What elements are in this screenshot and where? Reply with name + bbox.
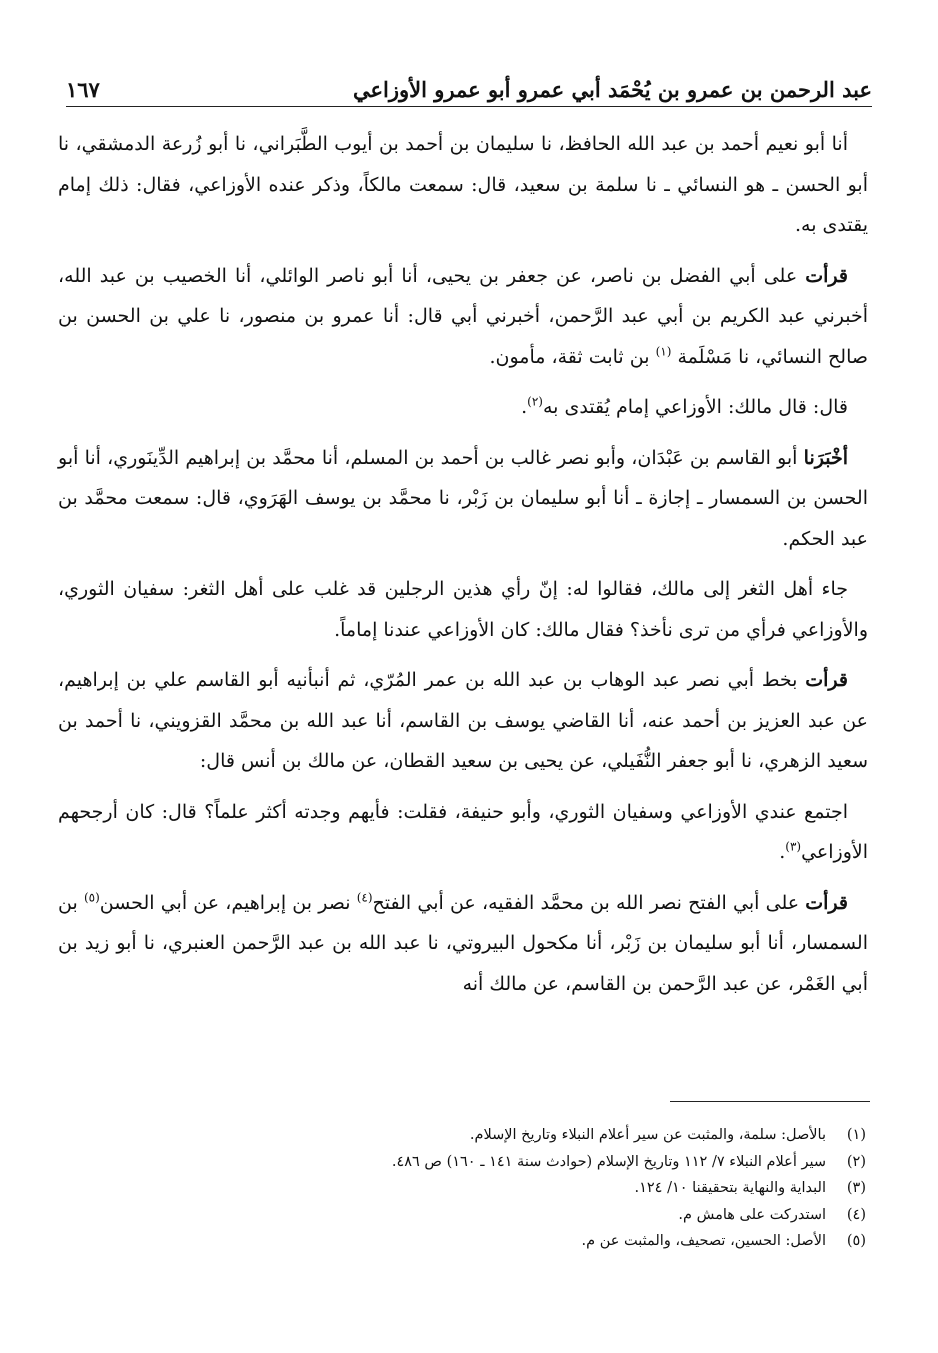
footnote-marker: (٣) [785, 839, 802, 854]
footnote [66, 1149, 866, 1176]
footnote-number: (٤) [846, 1206, 866, 1223]
paragraph-text: اجتمع عندي الأوزاعي وسفيان الثوري، وأبو حنيفة، فقلت: فأيهم وجدته أكثر علماً؟ قال: كان أرجحهم الأوزاعي [58, 800, 868, 863]
footnote-marker: (١) [655, 344, 672, 359]
page-number: ١٦٧ [66, 77, 100, 102]
paragraph-text: أبو القاسم بن عَبْدَان، وأبو نصر غالب بن أحمد بن المسلم، أنا محمَّد بن إبراهيم الدِّينَوري، أنا أبو الحسن بن السمسار ـ إجازة ـ أنا أبو سليمان بن زَبْر، نا محمَّد بن يوسف الهَرَوي، قال: سمعت محمَّد بن عبد الحكم. [58, 446, 868, 550]
footnote-text: البداية والنهاية بتحقيقنا ١٠/ ١٢٤. [634, 1180, 826, 1196]
footnote [66, 1202, 866, 1229]
paragraph [58, 438, 868, 560]
paragraph-lead-word: قرأت [805, 669, 848, 691]
paragraph [58, 256, 868, 378]
paragraph-text: على أبي الفضل بن ناصر، عن جعفر بن يحيى، أنا أبو ناصر الوائلي، أنا الخصيب بن عبد الله، أخبرني عبد الكريم بن أبي عبد الرَّحمن، أخبرني أبي قال: أنا عمرو بن منصور، نا علي بن الحسن بن صالح النسائي، نا مَسْلَمة [58, 264, 868, 368]
footnote [66, 1175, 866, 1202]
paragraph-text: بن ثابت ثقة، مأمون. [489, 345, 656, 368]
footnote-number: (٣) [846, 1180, 866, 1196]
page-header [66, 62, 872, 107]
footnote-text: سير أعلام النبلاء ٧/ ١١٢ وتاريخ الإسلام (حوادث سنة ١٤١ ـ ١٦٠) ص ٤٨٦. [391, 1153, 826, 1170]
paragraph [58, 792, 868, 873]
footnote-number: (٢) [846, 1153, 866, 1170]
footnote-text: الأصل: الحسين، تصحيف، والمثبت عن م. [581, 1233, 826, 1249]
paragraph [58, 124, 868, 246]
footnote-marker: (٥) [83, 890, 100, 905]
footnote-divider [670, 1101, 870, 1102]
footnote-text: استدركت على هامش م. [678, 1206, 826, 1223]
footnote-marker: (٤) [356, 890, 373, 905]
paragraph-text: قال: قال مالك: الأوزاعي إمام يُقتدى به [542, 396, 848, 418]
paragraph-text: جاء أهل الثغر إلى مالك، فقالوا له: إنّ رأي هذين الرجلين قد غلب على أهل الثغر: سفيان الثوري، والأوزاعي فرأي من ترى نأخذ؟ فقال مالك: كان الأوزاعي عندنا إماماً. [58, 578, 868, 641]
paragraph-text: أنا أبو نعيم أحمد بن عبد الله الحافظ، نا سليمان بن أحمد بن أيوب الطَّبَراني، نا أبو زُرعة الدمشقي، نا أبو الحسن ـ هو النسائي ـ نا سلمة بن سعيد، قال: سمعت مالكاً، وذكر عنده الأوزاعي، فقال: ذلك إمام يقتدى به. [58, 133, 868, 236]
paragraph-text: . [521, 396, 528, 418]
running-title: عبد الرحمن بن عمرو بن يُحْمَد أبي عمرو أبو عمرو الأوزاعي [352, 77, 872, 102]
footnote-marker: (٢) [527, 394, 543, 409]
main-text [58, 124, 868, 1014]
footnotes [66, 1122, 866, 1255]
paragraph-lead-word: قرأت [805, 891, 848, 914]
paragraph [58, 569, 868, 650]
paragraph-lead-word: قرأت [805, 264, 848, 287]
paragraph [58, 387, 868, 428]
paragraph-lead-word: أخْبَرَنا [803, 446, 848, 469]
footnote [66, 1122, 866, 1149]
paragraph [58, 883, 868, 1005]
paragraph-text: على أبي الفتح نصر الله بن محمَّد الفقيه، عن أبي الفتح [372, 891, 806, 914]
paragraph-text: بخط أبي نصر عبد الوهاب بن عبد الله بن عمر المُرّي، ثم أنبأنيه أبو القاسم علي بن إبراهيم، عن عبد العزيز بن أحمد عنه، أنا القاضي يوسف بن القاسم، أنا عبد الله بن محمَّد القزويني، نا أحمد بن سعيد الزهري، نا أبو جعفر النُّفَيلي، عن يحيى بن سعيد القطان، عن مالك بن أنس قال: [58, 669, 868, 772]
footnote-text: بالأصل: سلمة، والمثبت عن سير أعلام النبلاء وتاريخ الإسلام. [469, 1127, 826, 1143]
paragraph [58, 660, 868, 782]
footnote [66, 1228, 866, 1255]
footnote-number: (١) [846, 1127, 866, 1143]
footnote-number: (٥) [846, 1233, 866, 1249]
paragraph-text: نصر بن إبراهيم، عن أبي الحسن [99, 891, 357, 914]
paragraph-text: . [779, 841, 786, 863]
paragraph-text: بن السمسار، أنا أبو سليمان بن زَبْر، أنا مكحول البيروتي، نا عبد الله بن عبد الرَّحمن العنبري، نا أبو زيد بن أبي الغَمْر، عن عبد الرَّحمن بن القاسم، عن مالك أنه [58, 891, 868, 995]
